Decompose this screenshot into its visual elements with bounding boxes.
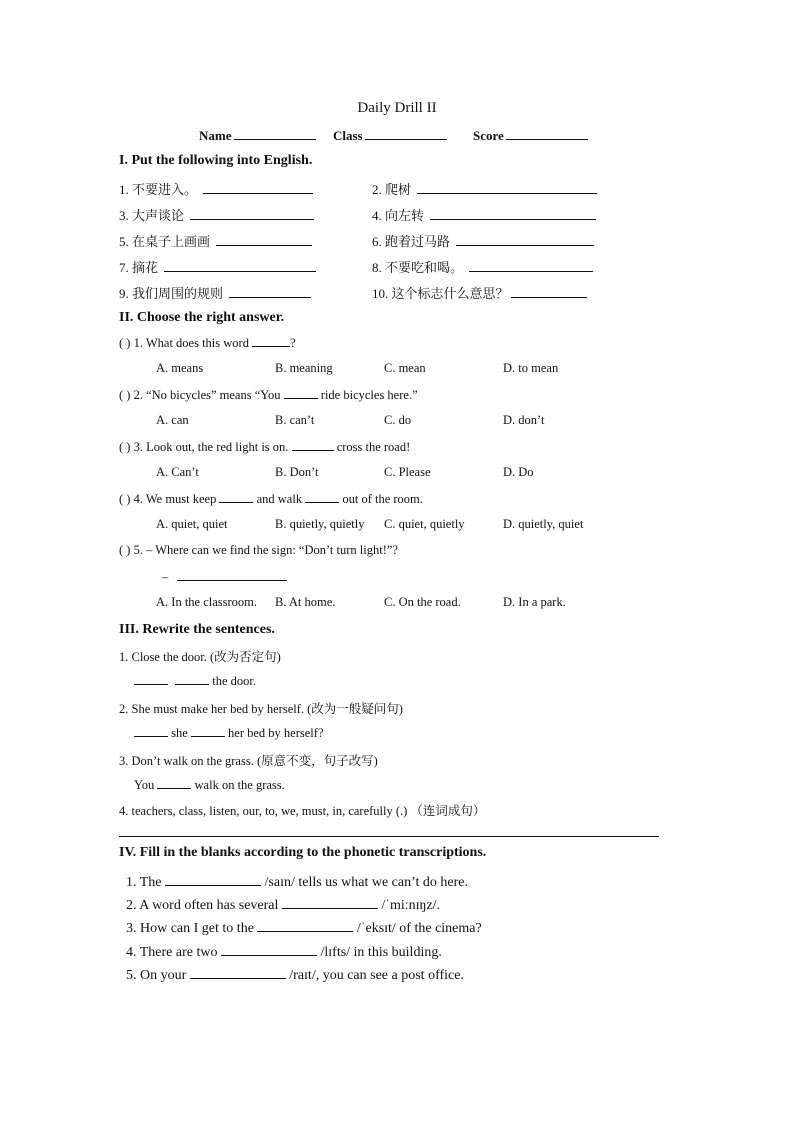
question-4: ( ) 4. We must keep and walk out of the room.: [119, 492, 423, 506]
class-field[interactable]: [333, 127, 447, 144]
answer-blank[interactable]: [134, 725, 168, 737]
score-label: Score: [473, 128, 504, 143]
answer-blank[interactable]: [157, 777, 191, 789]
answer-line[interactable]: [119, 836, 659, 837]
rewrite-answer-3: You walk on the grass.: [134, 778, 285, 792]
answer-blank[interactable]: [134, 673, 168, 685]
list-item: 9. 我们周围的规则: [119, 283, 311, 302]
answer-blank[interactable]: [292, 439, 334, 451]
rewrite-question-2: 2. She must make her bed by herself. (改为一般疑问句): [119, 702, 403, 716]
section-4-heading: IV. Fill in the blanks according to the phonetic transcriptions.: [119, 845, 487, 860]
list-item: 4. 向左转: [372, 205, 596, 224]
phonetic-item: 1. The /saɪn/ tells us what we can’t do here.: [126, 872, 468, 891]
answer-blank[interactable]: [511, 285, 587, 298]
answer-bracket[interactable]: ( ): [119, 440, 131, 454]
phonetic-item: 3. How can I get to the /ˈeksɪt/ of the cinema?: [126, 918, 482, 937]
option[interactable]: A. can: [156, 413, 189, 427]
answer-blank[interactable]: [203, 181, 313, 194]
answer-blank[interactable]: [164, 259, 316, 272]
option[interactable]: D. to mean: [503, 361, 559, 375]
answer-blank[interactable]: [430, 207, 596, 220]
list-item: 5. 在桌子上画画: [119, 231, 312, 250]
option[interactable]: B. Don’t: [275, 465, 319, 479]
answer-blank[interactable]: [229, 285, 311, 298]
answer-bracket[interactable]: ( ): [119, 492, 131, 506]
score-field[interactable]: [473, 127, 588, 144]
question-1: ( ) 1. What does this word ?: [119, 336, 296, 350]
list-item: 7. 摘花: [119, 257, 316, 276]
answer-line: –: [162, 569, 287, 585]
question-3: ( ) 3. Look out, the red light is on. cross the road!: [119, 440, 411, 454]
option[interactable]: C. do: [384, 413, 412, 427]
answer-blank[interactable]: [190, 207, 314, 220]
rewrite-question-4: 4. teachers, class, listen, our, to, we, must, in, carefully (.) （连词成句）: [119, 804, 486, 818]
phonetic-item: 4. There are two /lɪfts/ in this building.: [126, 942, 442, 961]
class-label: Class: [333, 128, 363, 143]
option[interactable]: D. quietly, quiet: [503, 517, 584, 531]
answer-blank[interactable]: [190, 965, 286, 979]
section-3-heading: III. Rewrite the sentences.: [119, 622, 275, 637]
section-1-heading: I. Put the following into English.: [119, 153, 313, 168]
answer-blank[interactable]: [469, 259, 593, 272]
answer-blank[interactable]: [257, 918, 353, 932]
rewrite-answer-2: she her bed by herself?: [134, 725, 324, 741]
answer-blank[interactable]: [219, 491, 253, 503]
option[interactable]: B. quietly, quietly: [275, 517, 365, 531]
rewrite-answer-1: the door.: [134, 673, 256, 689]
name-field[interactable]: [199, 127, 316, 144]
rewrite-question-3: 3. Don’t walk on the grass. (原意不变，句子改写): [119, 754, 378, 768]
question-5: ( ) 5. – Where can we find the sign: “Don’t turn light!”?: [119, 543, 398, 557]
option[interactable]: B. can’t: [275, 413, 315, 427]
option[interactable]: D. don’t: [503, 413, 545, 427]
answer-bracket[interactable]: ( ): [119, 336, 131, 350]
answer-bracket[interactable]: ( ): [119, 388, 131, 402]
list-item: 8. 不要吃和喝。: [372, 257, 593, 276]
option[interactable]: A. means: [156, 361, 204, 375]
phonetic-item: 2. A word often has several /ˈmiːnɪŋz/.: [126, 895, 440, 914]
answer-bracket[interactable]: ( ): [119, 543, 131, 557]
option[interactable]: B. At home.: [275, 595, 336, 609]
rewrite-question-1: 1. Close the door. (改为否定句): [119, 650, 281, 664]
list-item: 10. 这个标志什么意思？: [372, 283, 587, 302]
section-2-heading: II. Choose the right answer.: [119, 310, 285, 325]
list-item: 1. 不要进入。: [119, 179, 313, 198]
option[interactable]: A. In the classroom.: [156, 595, 258, 609]
answer-blank[interactable]: [305, 491, 339, 503]
page-title: Daily Drill II: [357, 100, 437, 116]
answer-blank[interactable]: [216, 233, 312, 246]
answer-blank[interactable]: [177, 569, 287, 581]
option[interactable]: C. On the road.: [384, 595, 461, 609]
option[interactable]: C. quiet, quietly: [384, 517, 465, 531]
answer-blank[interactable]: [175, 673, 209, 685]
option[interactable]: C. mean: [384, 361, 426, 375]
answer-blank[interactable]: [252, 335, 290, 347]
list-item: 6. 跑着过马路: [372, 231, 594, 250]
question-2: ( ) 2. “No bicycles” means “You ride bicycles here.”: [119, 388, 418, 402]
answer-blank[interactable]: [165, 872, 261, 886]
answer-blank[interactable]: [282, 895, 378, 909]
name-label: Name: [199, 128, 232, 143]
answer-blank[interactable]: [456, 233, 594, 246]
option[interactable]: D. In a park.: [503, 595, 566, 609]
option[interactable]: A. quiet, quiet: [156, 517, 228, 531]
answer-blank[interactable]: [191, 725, 225, 737]
option[interactable]: C. Please: [384, 465, 431, 479]
list-item: 3. 大声谈论: [119, 205, 314, 224]
option[interactable]: D. Do: [503, 465, 534, 479]
option[interactable]: B. meaning: [275, 361, 333, 375]
option[interactable]: A. Can’t: [156, 465, 199, 479]
answer-blank[interactable]: [417, 181, 597, 194]
answer-blank[interactable]: [284, 387, 318, 399]
answer-blank[interactable]: [221, 942, 317, 956]
phonetic-item: 5. On your /raɪt/, you can see a post office.: [126, 965, 464, 984]
list-item: 2. 爬树: [372, 179, 597, 198]
